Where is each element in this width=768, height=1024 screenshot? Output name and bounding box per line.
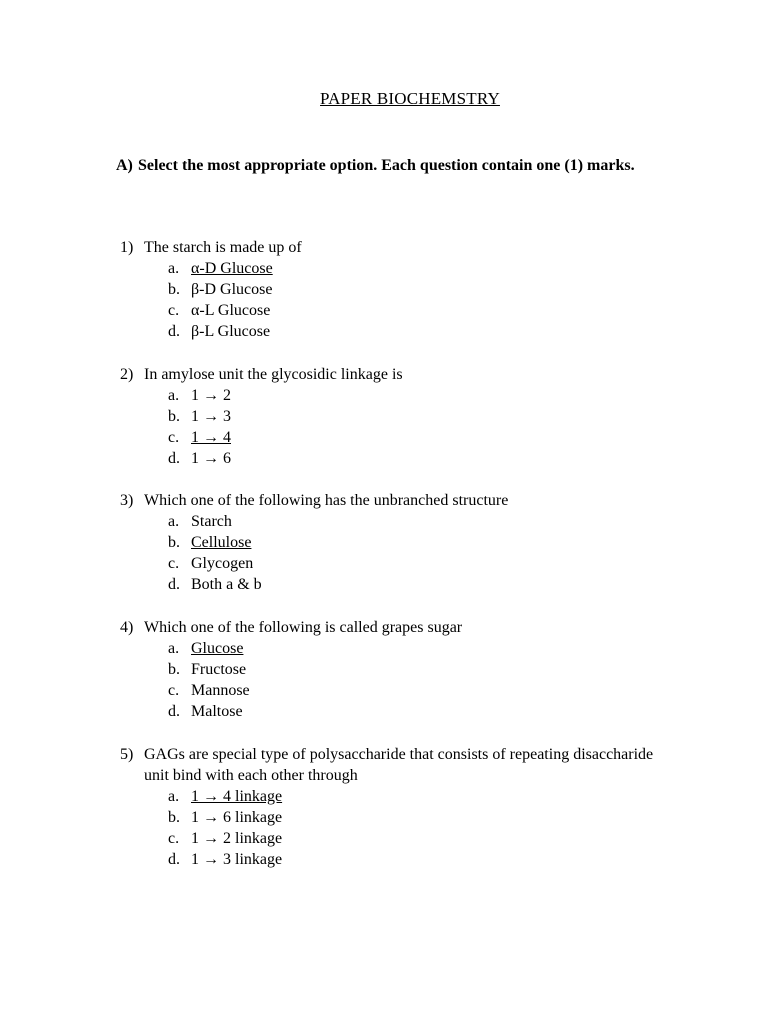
option-text: 1 → 3 linkage <box>191 851 283 868</box>
option-text: β-D Glucose <box>191 281 273 298</box>
option-text: Both a & b <box>191 576 262 593</box>
option-c <box>120 553 680 574</box>
question-5 <box>120 744 680 870</box>
question-stem <box>120 744 680 786</box>
question-3 <box>120 490 680 595</box>
section-marker: A) <box>116 157 133 174</box>
option-text: Mannose <box>191 682 250 699</box>
option-letter: b. <box>168 281 180 298</box>
option-letter: d. <box>168 851 180 868</box>
option-text: 1 → 6 <box>191 450 231 467</box>
question-text: In amylose unit the glycosidic linkage is <box>144 366 403 383</box>
option-d <box>120 849 680 870</box>
option-letter: c. <box>168 682 180 699</box>
question-number: 1) <box>120 239 134 256</box>
option-text: 1 → 2 <box>191 387 231 404</box>
option-b <box>120 807 680 828</box>
question-2 <box>120 364 680 469</box>
option-letter: a. <box>168 387 180 404</box>
option-d <box>120 448 680 469</box>
option-d <box>120 574 680 595</box>
option-b <box>120 279 680 300</box>
option-a <box>120 638 680 659</box>
option-c <box>120 828 680 849</box>
option-a <box>120 511 680 532</box>
option-letter: b. <box>168 809 180 826</box>
question-text: GAGs are special type of polysaccharide that consists of repeating disaccharide unit bind with each other through <box>144 746 654 784</box>
option-letter: d. <box>168 450 180 467</box>
question-4 <box>120 617 680 722</box>
question-stem <box>120 237 680 258</box>
question-1 <box>120 237 680 342</box>
question-stem <box>120 490 680 511</box>
option-letter: d. <box>168 576 180 593</box>
option-letter: a. <box>168 513 180 530</box>
option-b <box>120 532 680 553</box>
option-letter: a. <box>168 788 180 805</box>
option-c <box>120 427 680 448</box>
option-text: 1 → 2 linkage <box>191 830 283 847</box>
option-letter: b. <box>168 534 180 551</box>
option-text: 1 → 4 <box>191 429 231 446</box>
option-text: Starch <box>191 513 232 530</box>
option-b <box>120 659 680 680</box>
question-stem <box>120 364 680 385</box>
option-letter: c. <box>168 302 180 319</box>
option-letter: c. <box>168 830 180 847</box>
option-letter: d. <box>168 703 180 720</box>
page-title: PAPER BIOCHEMSTRY <box>320 89 500 108</box>
question-text: Which one of the following is called grapes sugar <box>144 619 463 636</box>
option-text: α-D Glucose <box>191 260 273 277</box>
option-text: β-L Glucose <box>191 323 271 340</box>
option-letter: a. <box>168 640 180 657</box>
option-text: Glucose <box>191 640 244 657</box>
option-text: Cellulose <box>191 534 252 551</box>
option-text: α-L Glucose <box>191 302 271 319</box>
section-instruction-text: Select the most appropriate option. Each question contain one (1) marks. <box>138 157 635 174</box>
option-c <box>120 300 680 321</box>
option-c <box>120 680 680 701</box>
option-letter: c. <box>168 555 180 572</box>
option-letter: b. <box>168 408 180 425</box>
option-text: 1 → 3 <box>191 408 231 425</box>
option-letter: b. <box>168 661 180 678</box>
option-text: 1 → 6 linkage <box>191 809 283 826</box>
question-text: Which one of the following has the unbranched structure <box>144 492 509 509</box>
option-a <box>120 786 680 807</box>
question-text: The starch is made up of <box>144 239 302 256</box>
option-a <box>120 385 680 406</box>
question-number: 4) <box>120 619 134 636</box>
question-number: 3) <box>120 492 134 509</box>
section-instruction <box>116 155 676 176</box>
option-letter: c. <box>168 429 180 446</box>
question-number: 2) <box>120 366 134 383</box>
option-letter: d. <box>168 323 180 340</box>
option-letter: a. <box>168 260 180 277</box>
option-text: Fructose <box>191 661 247 678</box>
option-a <box>120 258 680 279</box>
option-text: Glycogen <box>191 555 254 572</box>
question-number: 5) <box>120 746 134 763</box>
question-stem <box>120 617 680 638</box>
option-d <box>120 321 680 342</box>
option-text: 1 → 4 linkage <box>191 788 283 805</box>
option-d <box>120 701 680 722</box>
option-text: Maltose <box>191 703 243 720</box>
option-b <box>120 406 680 427</box>
